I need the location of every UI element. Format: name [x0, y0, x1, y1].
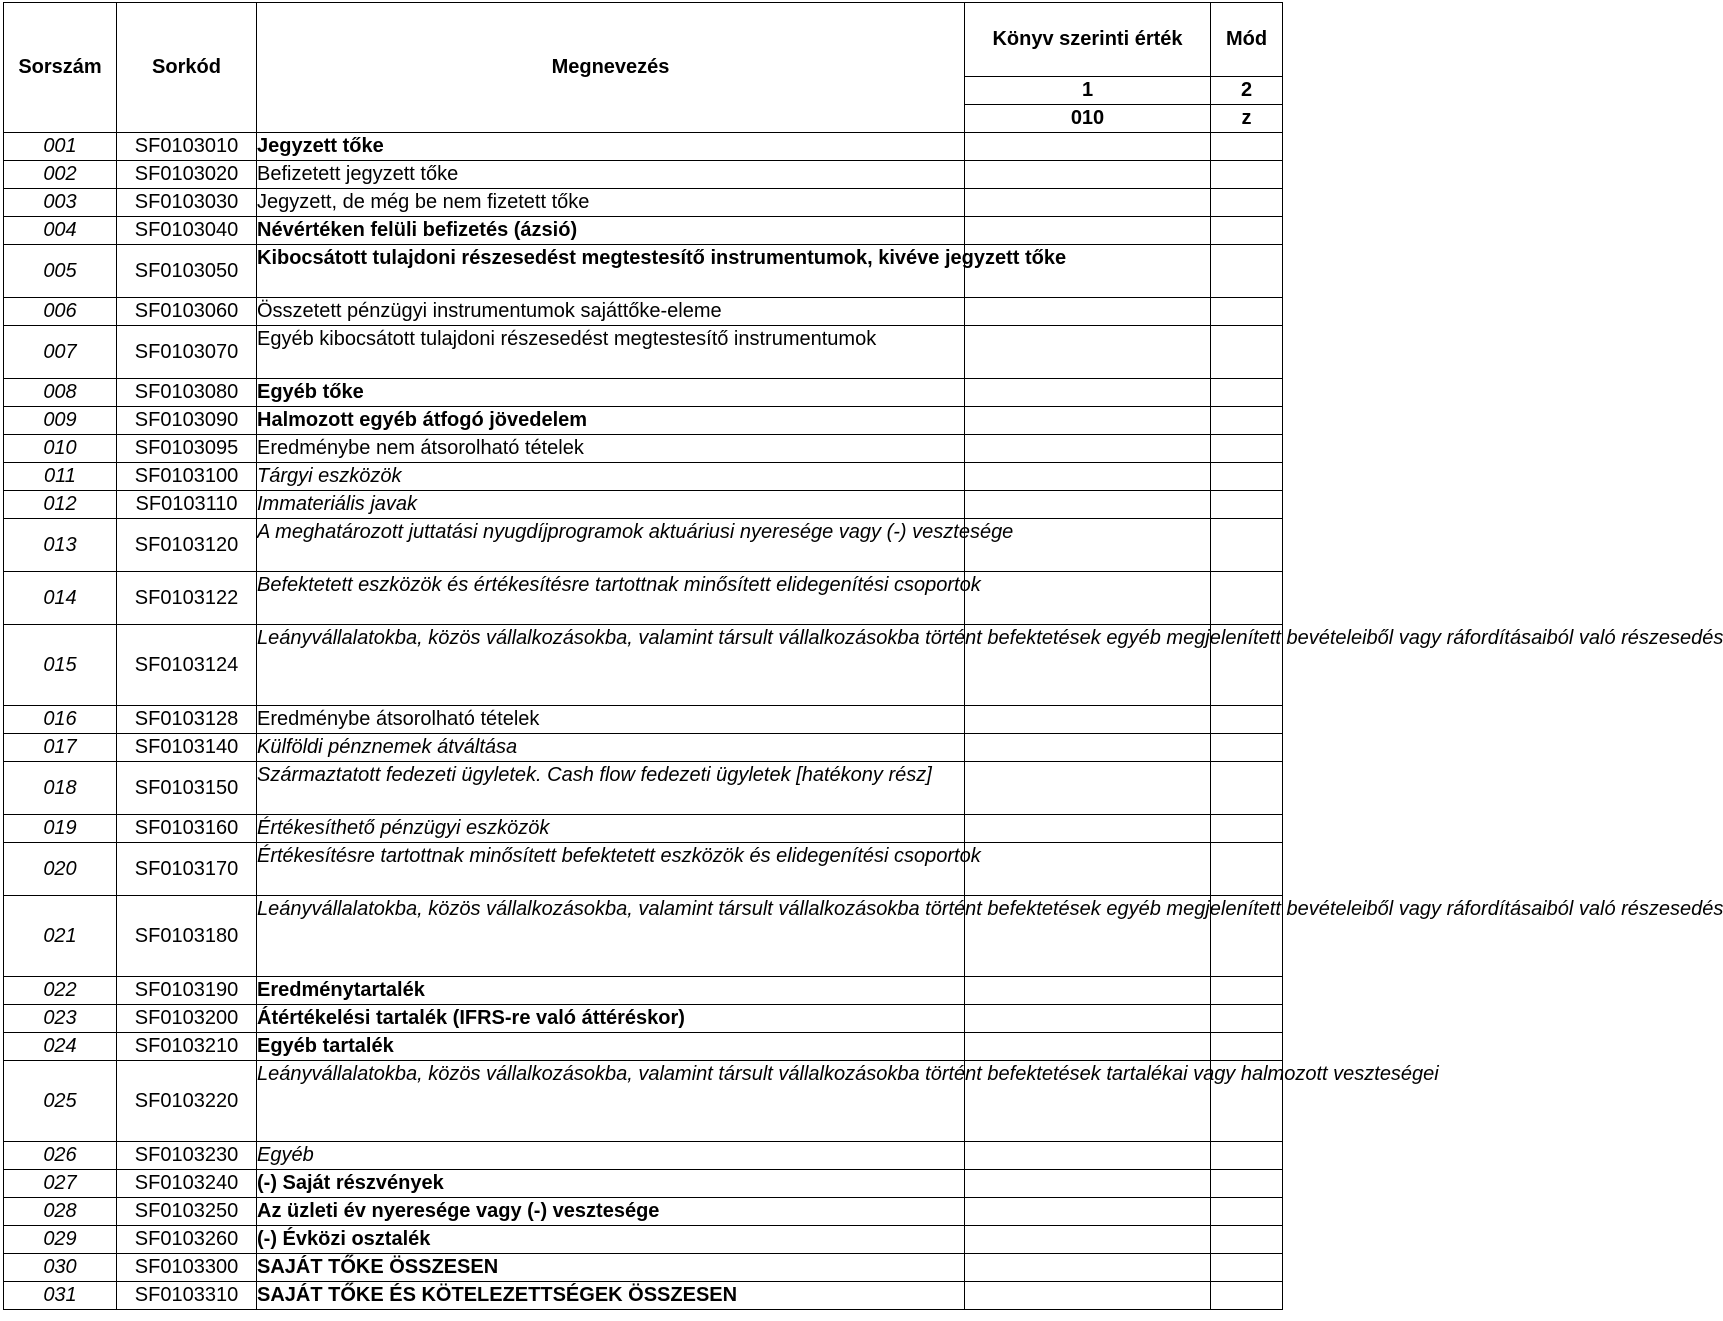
row-name — [257, 896, 1723, 977]
table-row — [4, 896, 1283, 977]
row-code: SF0103160 — [117, 815, 257, 843]
mod-cell[interactable] — [1211, 463, 1283, 491]
row-name — [257, 161, 965, 189]
table-row — [4, 625, 1283, 706]
row-code: SF0103230 — [117, 1142, 257, 1170]
row-name-text: SAJÁT TŐKE ÖSSZESEN — [257, 1256, 499, 1278]
header-konyv-szerinti-ertek: Könyv szerinti érték — [965, 3, 1211, 77]
row-name-text: Eredménytartalék — [257, 979, 425, 1001]
row-name — [257, 245, 1067, 298]
mod-cell[interactable] — [1211, 762, 1283, 815]
row-code: SF0103030 — [117, 189, 257, 217]
mod-cell[interactable] — [1211, 572, 1283, 625]
mod-cell[interactable] — [1211, 298, 1283, 326]
row-name — [257, 407, 965, 435]
table-body — [4, 133, 1723, 1310]
row-code: SF0103080 — [117, 379, 257, 407]
book-value-cell[interactable] — [965, 379, 1211, 407]
row-name-text: Jegyzett tőke — [257, 135, 384, 157]
row-code: SF0103240 — [117, 1170, 257, 1198]
table-row — [4, 217, 1283, 245]
row-name-text: Eredménybe átsorolható tételek — [257, 708, 540, 730]
mod-cell[interactable] — [1211, 379, 1283, 407]
row-name — [257, 133, 965, 161]
row-name-text: Tárgyi eszközök — [257, 465, 402, 487]
header-sorkod: Sorkód — [117, 3, 257, 133]
mod-cell[interactable] — [1211, 519, 1283, 572]
book-value-cell[interactable] — [965, 734, 1211, 762]
row-number: 030 — [4, 1254, 117, 1282]
row-name — [257, 706, 965, 734]
row-number: 012 — [4, 491, 117, 519]
row-code: SF0103120 — [117, 519, 257, 572]
mod-cell[interactable] — [1211, 189, 1283, 217]
row-name — [257, 1142, 965, 1170]
mod-cell[interactable] — [1211, 1005, 1283, 1033]
book-value-cell[interactable] — [965, 1142, 1211, 1170]
row-number: 009 — [4, 407, 117, 435]
row-number: 020 — [4, 843, 117, 896]
book-value-cell[interactable] — [965, 491, 1211, 519]
row-name-text: Befektetett eszközök és értékesítésre tartottnak minősített elidegenítési csoportok — [257, 574, 981, 596]
book-value-cell[interactable] — [965, 1226, 1211, 1254]
row-number: 018 — [4, 762, 117, 815]
mod-cell[interactable] — [1211, 407, 1283, 435]
row-number: 005 — [4, 245, 117, 298]
book-value-cell[interactable] — [965, 217, 1211, 245]
row-name-text: Értékesítésre tartottnak minősített befektetett eszközök és elidegenítési csoportok — [257, 845, 981, 867]
row-number: 021 — [4, 896, 117, 977]
header-mod: Mód — [1211, 3, 1283, 77]
mod-cell[interactable] — [1211, 1254, 1283, 1282]
row-name — [257, 298, 965, 326]
row-name — [257, 625, 1723, 706]
row-name-text: Halmozott egyéb átfogó jövedelem — [257, 409, 588, 431]
book-value-cell[interactable] — [965, 1170, 1211, 1198]
row-code: SF0103128 — [117, 706, 257, 734]
row-name — [257, 463, 965, 491]
row-name-text: Leányvállalatokba, közös vállalkozásokba, valamint társult vállalkozásokba történt befektetések egyéb megjelenített bevételeiből vagy ráfordításaiból való részesedés — [257, 627, 1723, 649]
table-row — [4, 1061, 1283, 1142]
table-row — [4, 298, 1283, 326]
book-value-cell[interactable] — [965, 161, 1211, 189]
row-number: 022 — [4, 977, 117, 1005]
table-row — [4, 407, 1283, 435]
book-value-cell[interactable] — [965, 407, 1211, 435]
mod-cell[interactable] — [1211, 734, 1283, 762]
book-value-cell[interactable] — [965, 326, 1211, 379]
row-code: SF0103210 — [117, 1033, 257, 1061]
row-code: SF0103180 — [117, 896, 257, 977]
table-row — [4, 435, 1283, 463]
table-row — [4, 977, 1283, 1005]
mod-cell[interactable] — [1211, 1142, 1283, 1170]
row-code: SF0103140 — [117, 734, 257, 762]
row-number: 031 — [4, 1282, 117, 1310]
equity-report-table — [3, 2, 1723, 1310]
book-value-cell[interactable] — [965, 977, 1211, 1005]
book-value-cell[interactable] — [965, 463, 1211, 491]
row-name-text: Névértéken felüli befizetés (ázsió) — [257, 219, 578, 241]
row-number: 017 — [4, 734, 117, 762]
table-row — [4, 379, 1283, 407]
row-code: SF0103090 — [117, 407, 257, 435]
table-row — [4, 189, 1283, 217]
row-name — [257, 1170, 965, 1198]
row-name-text: Egyéb — [257, 1144, 314, 1166]
row-name-text: Az üzleti év nyeresége vagy (-) vesztesége — [257, 1200, 660, 1222]
book-value-cell[interactable] — [965, 298, 1211, 326]
row-name — [257, 1061, 1439, 1142]
row-name-text: Egyéb tőke — [257, 381, 364, 403]
mod-cell[interactable] — [1211, 491, 1283, 519]
row-number: 029 — [4, 1226, 117, 1254]
table-row — [4, 245, 1283, 298]
table-row — [4, 1142, 1283, 1170]
row-name-text: Egyéb tartalék — [257, 1035, 394, 1057]
row-number: 019 — [4, 815, 117, 843]
mod-cell[interactable] — [1211, 977, 1283, 1005]
row-number: 026 — [4, 1142, 117, 1170]
row-code: SF0103122 — [117, 572, 257, 625]
row-name-text: Értékesíthető pénzügyi eszközök — [257, 817, 550, 839]
table-row — [4, 706, 1283, 734]
table-row — [4, 843, 1283, 896]
row-code: SF0103310 — [117, 1282, 257, 1310]
row-name — [257, 815, 965, 843]
mod-cell[interactable] — [1211, 435, 1283, 463]
row-number: 010 — [4, 435, 117, 463]
row-name — [257, 1033, 965, 1061]
row-code: SF0103124 — [117, 625, 257, 706]
book-value-cell[interactable] — [965, 435, 1211, 463]
row-name — [257, 843, 981, 896]
row-name — [257, 734, 965, 762]
row-code: SF0103250 — [117, 1198, 257, 1226]
row-number: 014 — [4, 572, 117, 625]
row-code: SF0103300 — [117, 1254, 257, 1282]
row-name — [257, 1254, 965, 1282]
row-number: 007 — [4, 326, 117, 379]
row-name-text: Immateriális javak — [257, 493, 418, 515]
row-name — [257, 519, 1014, 572]
row-name — [257, 762, 965, 815]
table-row — [4, 326, 1283, 379]
row-number: 016 — [4, 706, 117, 734]
mod-cell[interactable] — [1211, 217, 1283, 245]
row-name-text: Jegyzett, de még be nem fizetett tőke — [257, 191, 590, 213]
row-name — [257, 217, 965, 245]
row-name — [257, 491, 965, 519]
row-name — [257, 189, 965, 217]
mod-cell[interactable] — [1211, 843, 1283, 896]
row-name-text: A meghatározott juttatási nyugdíjprogramok aktuáriusi nyeresége vagy (-) vesztesége — [257, 521, 1014, 543]
mod-cell[interactable] — [1211, 1198, 1283, 1226]
row-code: SF0103040 — [117, 217, 257, 245]
table-row — [4, 1005, 1283, 1033]
book-value-cell[interactable] — [965, 572, 1211, 625]
book-value-cell[interactable] — [965, 706, 1211, 734]
table-row — [4, 1198, 1283, 1226]
row-name-text: Leányvállalatokba, közös vállalkozásokba, valamint társult vállalkozásokba történt befektetések egyéb megjelenített bevételeiből vagy ráfordításaiból való részesedés — [257, 898, 1723, 920]
book-value-cell[interactable] — [965, 1282, 1211, 1310]
row-code: SF0103200 — [117, 1005, 257, 1033]
book-value-cell[interactable] — [965, 189, 1211, 217]
row-name-text: Összetett pénzügyi instrumentumok sajáttőke-eleme — [257, 300, 722, 322]
row-name-text: Származtatott fedezeti ügyletek. Cash flow fedezeti ügyletek [hatékony rész] — [257, 764, 932, 786]
row-number: 025 — [4, 1061, 117, 1142]
row-code: SF0103060 — [117, 298, 257, 326]
row-number: 013 — [4, 519, 117, 572]
row-code: SF0103095 — [117, 435, 257, 463]
row-code: SF0103150 — [117, 762, 257, 815]
row-number: 027 — [4, 1170, 117, 1198]
row-number: 015 — [4, 625, 117, 706]
row-name-text: Egyéb kibocsátott tulajdoni részesedést megtestesítő instrumentumok — [257, 328, 877, 350]
table-row — [4, 815, 1283, 843]
row-name-text: Eredménybe nem átsorolható tételek — [257, 437, 584, 459]
row-name — [257, 1005, 965, 1033]
row-code: SF0103100 — [117, 463, 257, 491]
row-number: 002 — [4, 161, 117, 189]
row-number: 003 — [4, 189, 117, 217]
header-megnevezes: Megnevezés — [257, 3, 965, 133]
row-number: 011 — [4, 463, 117, 491]
book-value-cell[interactable] — [965, 133, 1211, 161]
book-value-cell[interactable] — [965, 1005, 1211, 1033]
row-number: 008 — [4, 379, 117, 407]
table-row — [4, 1226, 1283, 1254]
row-number: 028 — [4, 1198, 117, 1226]
book-value-cell[interactable] — [965, 1254, 1211, 1282]
row-name — [257, 326, 965, 379]
row-code: SF0103010 — [117, 133, 257, 161]
row-name — [257, 1282, 965, 1310]
row-name-text: Kibocsátott tulajdoni részesedést megtestesítő instrumentumok, kivéve jegyzett tőke — [257, 247, 1067, 269]
row-name-text: Külföldi pénznemek átváltása — [257, 736, 518, 758]
mod-cell[interactable] — [1211, 245, 1283, 298]
book-value-cell[interactable] — [965, 1198, 1211, 1226]
mod-cell[interactable] — [1211, 326, 1283, 379]
header-col1-number: 1 — [965, 77, 1211, 105]
table-row — [4, 572, 1283, 625]
row-name-text: (-) Saját részvények — [257, 1172, 444, 1194]
book-value-cell[interactable] — [965, 1033, 1211, 1061]
row-code: SF0103170 — [117, 843, 257, 896]
row-code: SF0103070 — [117, 326, 257, 379]
row-number: 006 — [4, 298, 117, 326]
row-name — [257, 435, 965, 463]
row-code: SF0103020 — [117, 161, 257, 189]
row-number: 001 — [4, 133, 117, 161]
mod-cell[interactable] — [1211, 1282, 1283, 1310]
row-name-text: Leányvállalatokba, közös vállalkozásokba, valamint társult vállalkozásokba történt befektetések tartalékai vagy halmozott veszteségei — [257, 1063, 1439, 1085]
row-code: SF0103110 — [117, 491, 257, 519]
row-code: SF0103050 — [117, 245, 257, 298]
mod-cell[interactable] — [1211, 1226, 1283, 1254]
header-sorszam: Sorszám — [4, 3, 117, 133]
row-name-text: Átértékelési tartalék (IFRS-re való áttéréskor) — [257, 1007, 685, 1029]
header-col2-number: 2 — [1211, 77, 1283, 105]
row-code: SF0103190 — [117, 977, 257, 1005]
row-name — [257, 1198, 965, 1226]
mod-cell[interactable] — [1211, 1170, 1283, 1198]
table-row — [4, 1254, 1283, 1282]
mod-cell[interactable] — [1211, 161, 1283, 189]
row-name — [257, 379, 965, 407]
row-name-text: (-) Évközi osztalék — [257, 1228, 431, 1250]
table-row — [4, 1170, 1283, 1198]
table-row — [4, 1282, 1283, 1310]
table-row — [4, 463, 1283, 491]
row-code: SF0103220 — [117, 1061, 257, 1142]
table-row — [4, 519, 1283, 572]
book-value-cell[interactable] — [965, 762, 1211, 815]
book-value-cell[interactable] — [965, 843, 1211, 896]
row-number: 023 — [4, 1005, 117, 1033]
table-header — [4, 3, 1283, 133]
table-row — [4, 161, 1283, 189]
header-col1-code: 010 — [965, 105, 1211, 133]
row-number: 004 — [4, 217, 117, 245]
mod-cell[interactable] — [1211, 133, 1283, 161]
mod-cell[interactable] — [1211, 1033, 1283, 1061]
row-name-text: Befizetett jegyzett tőke — [257, 163, 459, 185]
table-row — [4, 491, 1283, 519]
mod-cell[interactable] — [1211, 706, 1283, 734]
table-row — [4, 1033, 1283, 1061]
row-name — [257, 572, 981, 625]
table-row — [4, 734, 1283, 762]
header-col2-code: z — [1211, 105, 1283, 133]
row-code: SF0103260 — [117, 1226, 257, 1254]
mod-cell[interactable] — [1211, 815, 1283, 843]
table-row — [4, 133, 1283, 161]
row-name-text: SAJÁT TŐKE ÉS KÖTELEZETTSÉGEK ÖSSZESEN — [257, 1284, 738, 1306]
table-row — [4, 762, 1283, 815]
row-name — [257, 1226, 965, 1254]
row-number: 024 — [4, 1033, 117, 1061]
book-value-cell[interactable] — [965, 815, 1211, 843]
row-name — [257, 977, 965, 1005]
